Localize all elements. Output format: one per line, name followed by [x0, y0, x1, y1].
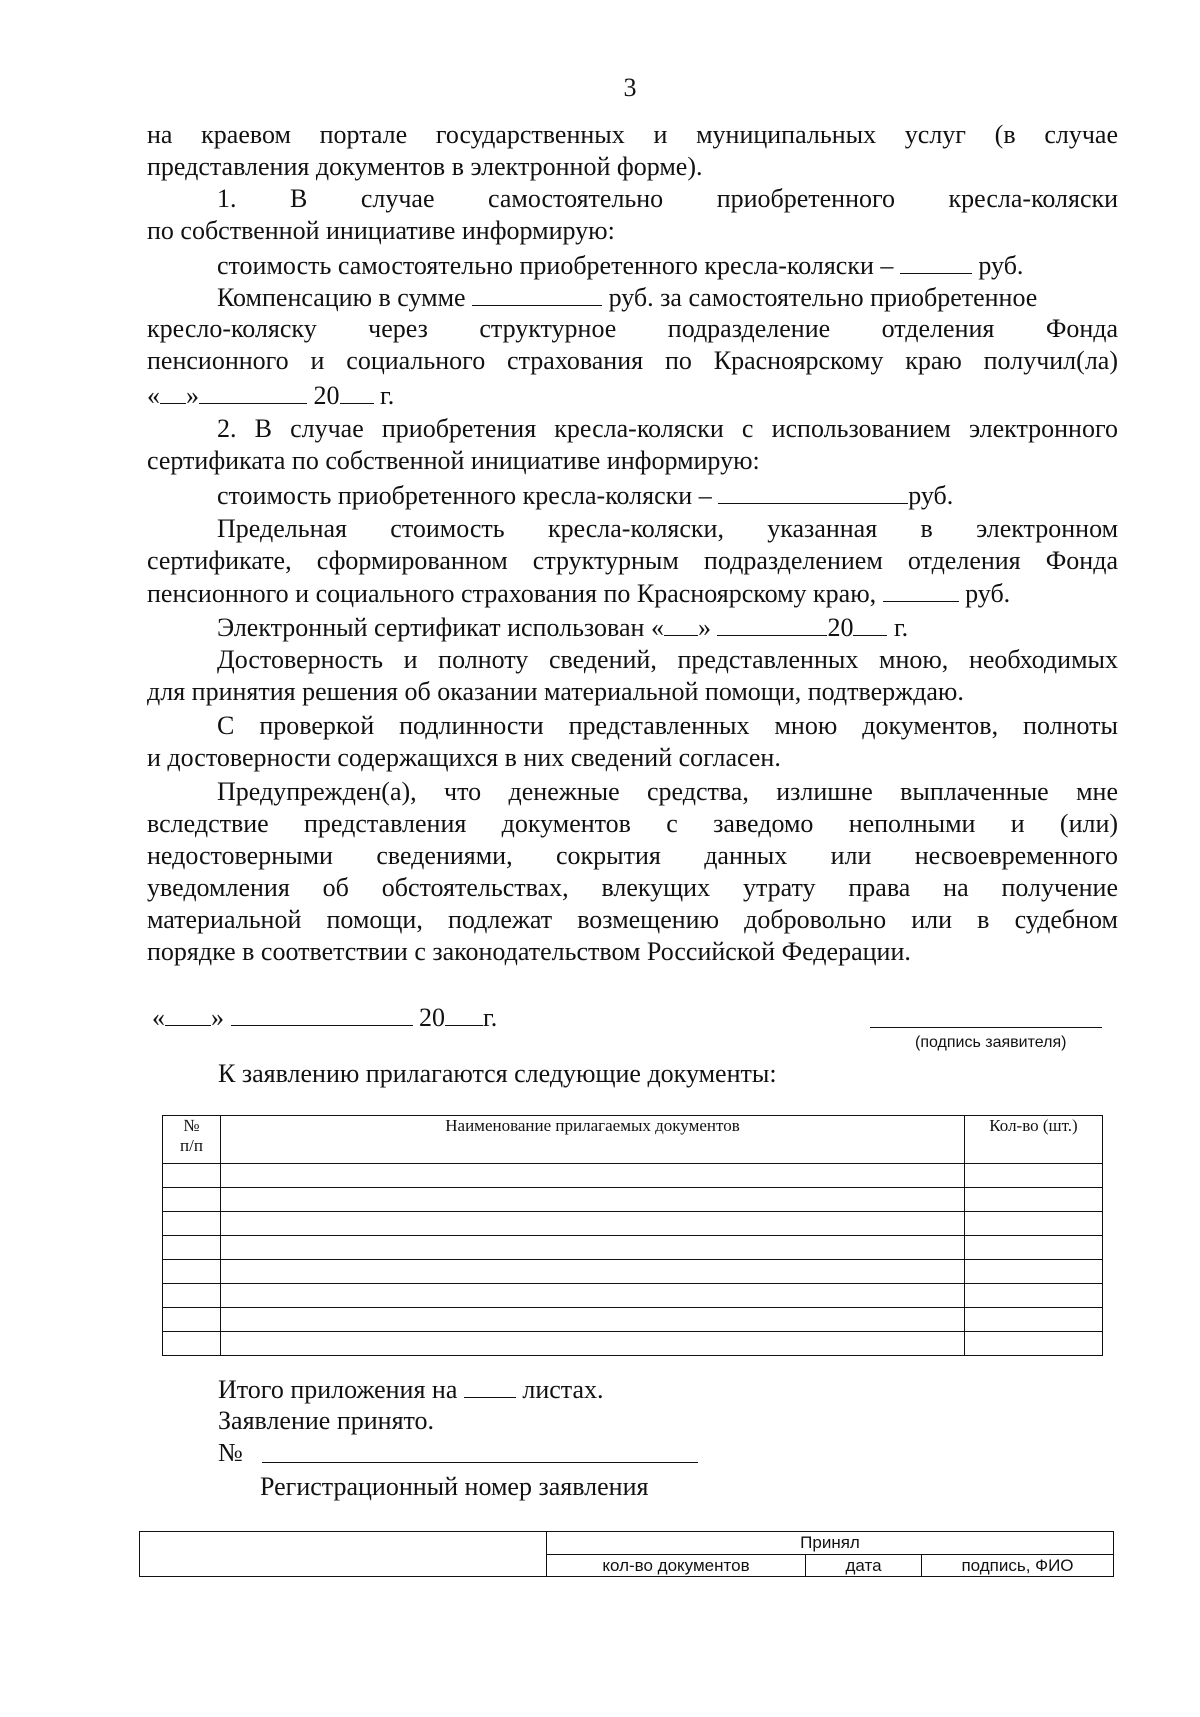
item1-comp-word: кресло-коляску — [147, 314, 317, 343]
cell-no[interactable] — [163, 1308, 221, 1332]
cell-name[interactable] — [221, 1260, 965, 1284]
item2-limit-unit: руб. — [965, 579, 1011, 608]
signature-date-line — [152, 1001, 497, 1034]
warning-word: сведениями, — [376, 841, 513, 870]
table-row — [163, 1212, 1103, 1236]
item2-limit-word: кресла-коляски, — [547, 514, 724, 543]
item1-comp-label: Компенсацию в сумме — [217, 283, 466, 312]
cell-name[interactable] — [221, 1164, 965, 1188]
item1-date-year-blank[interactable] — [340, 379, 374, 404]
warning-word: утрату — [742, 873, 816, 902]
item2-cert-day-blank[interactable] — [664, 611, 698, 636]
item1-comp-line-2 — [147, 313, 1118, 345]
item2-line-1: 2. В случае приобретения кресла-коляски с использованием электронного — [217, 414, 1118, 443]
item2-cert-year: 20 — [827, 613, 854, 642]
sign-date-month-blank[interactable] — [231, 1001, 413, 1026]
sign-date-year: 20 — [419, 1003, 445, 1032]
item1-cost-label: стоимость самостоятельно приобретенного кресла-коляски – — [217, 251, 894, 280]
reg-number-caption: Регистрационный номер заявления — [260, 1472, 649, 1501]
warning-word: получение — [1001, 873, 1118, 902]
item2-cert-year-blank[interactable] — [853, 611, 887, 636]
warning-word: неполными — [848, 809, 976, 838]
item2-limit-word: Предельная — [217, 514, 347, 543]
consent-line-1: С проверкой подлинности представленных мною документов, полноты — [217, 711, 1118, 740]
total-sheets-blank[interactable] — [464, 1373, 516, 1398]
warning-word: с — [666, 809, 678, 838]
item2-limit-blank[interactable] — [883, 577, 959, 602]
item1-comp-word: структурное — [479, 314, 617, 343]
consent-line-2: и достоверности содержащихся в них сведений согласен. — [147, 743, 781, 772]
cell-qty[interactable] — [965, 1284, 1103, 1308]
item1-comp-word: Фонда — [1045, 314, 1119, 343]
cell-qty[interactable] — [965, 1188, 1103, 1212]
total-suffix: листах. — [522, 1375, 604, 1404]
item1-date-g: г. — [380, 381, 395, 410]
item1-comp-line — [217, 281, 1037, 314]
item1-word: кресла-коляски — [948, 184, 1119, 213]
item1-comp-word: подразделение — [667, 314, 831, 343]
warning-line-4 — [147, 872, 1118, 904]
table-row — [163, 1260, 1103, 1284]
item1-word: 1. — [217, 184, 237, 213]
cell-name[interactable] — [221, 1188, 965, 1212]
item1-comp-blank[interactable] — [472, 281, 602, 306]
table-row — [163, 1164, 1103, 1188]
warning-word: влекущих — [601, 873, 711, 902]
total-attachments-line — [218, 1373, 604, 1406]
warning-word: уведомления — [147, 873, 290, 902]
item1-cost-line — [217, 249, 1023, 282]
item1-comp-suffix: руб. за самостоятельно приобретенное — [608, 283, 1038, 312]
item2-limit-line-3-label: пенсионного и социального страхования по Красноярскому краю, — [147, 579, 877, 608]
cell-qty[interactable] — [965, 1260, 1103, 1284]
col-header-qty: Кол-во (шт.) — [965, 1116, 1103, 1164]
intro-line-1: на краевом портале государственных и муниципальных услуг (в случае — [147, 120, 1118, 149]
warning-word: права — [848, 873, 911, 902]
cell-name[interactable] — [221, 1308, 965, 1332]
cell-name[interactable] — [221, 1284, 965, 1308]
signature-line[interactable] — [870, 1027, 1102, 1028]
item1-date-year: 20 — [313, 381, 340, 410]
table-row — [163, 1284, 1103, 1308]
warning-word: об — [322, 873, 349, 902]
cell-qty[interactable] — [965, 1164, 1103, 1188]
item2-cert-line — [217, 611, 908, 644]
receipt-col-sign: подпись, ФИО — [922, 1555, 1114, 1577]
item1-cost-unit: руб. — [978, 251, 1024, 280]
item2-cost-unit: руб. — [908, 481, 954, 510]
sign-date-close: » — [211, 1003, 224, 1032]
confirm-line-2: для принятия решения об оказании материальной помощи, подтверждаю. — [147, 677, 964, 706]
cell-qty[interactable] — [965, 1332, 1103, 1356]
item1-word: самостоятельно — [488, 184, 664, 213]
warning-line-3 — [147, 840, 1118, 872]
warning-word: данных — [704, 841, 788, 870]
item2-limit-line-2: сертификате, сформированном структурным подразделением отделения Фонда — [147, 546, 1118, 575]
cell-name[interactable] — [221, 1236, 965, 1260]
table-row — [163, 1236, 1103, 1260]
cell-name[interactable] — [221, 1332, 965, 1356]
cell-qty[interactable] — [965, 1236, 1103, 1260]
table-row — [163, 1308, 1103, 1332]
reg-number-line[interactable] — [262, 1462, 698, 1463]
number-sign: № — [218, 1438, 243, 1467]
item1-word: В — [290, 184, 308, 213]
warning-word: или — [830, 841, 872, 870]
item1-comp-word: через — [368, 314, 428, 343]
item2-cost-label: стоимость приобретенного кресла-коляски – — [217, 481, 712, 510]
item1-date-open: « — [147, 381, 160, 410]
signature-caption: (подпись заявителя) — [915, 1034, 1067, 1051]
item1-comp-line-3: пенсионного и социального страхования по Красноярскому краю получил(ла) — [147, 346, 1118, 375]
receipt-col-docs: кол-во документов — [547, 1555, 806, 1577]
warning-line-1: Предупрежден(а), что денежные средства, излишне выплаченные мне — [217, 777, 1118, 806]
warning-word: на — [943, 873, 969, 902]
page-number: 3 — [623, 73, 637, 102]
cell-no[interactable] — [163, 1332, 221, 1356]
col-header-no — [163, 1116, 221, 1164]
attachments-table — [162, 1115, 1103, 1356]
receipt-col-date: дата — [806, 1555, 922, 1577]
item2-cert-close: » — [697, 613, 711, 642]
sign-date-day-blank[interactable] — [165, 1001, 211, 1026]
receipt-blank-cell[interactable] — [140, 1532, 547, 1577]
warning-line-5: материальной помощи, подлежат возмещению добровольно или в судебном — [147, 905, 1118, 934]
cell-no[interactable] — [163, 1260, 221, 1284]
sign-date-g: г. — [483, 1003, 498, 1032]
item1-word: случае — [360, 184, 435, 213]
item1-word: приобретенного — [716, 184, 896, 213]
warning-word: заведомо — [713, 809, 814, 838]
cell-no[interactable] — [163, 1188, 221, 1212]
warning-line-6: порядке в соответствии с законодательством Российской Федерации. — [147, 937, 911, 966]
warning-word: сокрытия — [555, 841, 661, 870]
item2-limit-word: электронном — [976, 514, 1119, 543]
warning-word: недостоверными — [147, 841, 333, 870]
item1-date-day-blank[interactable] — [160, 379, 186, 404]
intro-line-2: представления документов в электронной форме). — [147, 152, 703, 181]
item1-date-close: » — [186, 381, 199, 410]
item1-line-2: по собственной инициативе информирую: — [147, 216, 615, 245]
item2-cert-month-blank[interactable] — [717, 611, 827, 636]
cell-no[interactable] — [163, 1212, 221, 1236]
col-header-name: Наименование прилагаемых документов — [221, 1116, 965, 1164]
item1-date-month-blank[interactable] — [199, 379, 307, 404]
item2-line-2: сертификата по собственной инициативе информирую: — [147, 446, 760, 475]
cell-qty[interactable] — [965, 1308, 1103, 1332]
item2-cost-line — [217, 479, 953, 512]
item2-limit-word: стоимость — [390, 514, 505, 543]
warning-word: вследствие — [147, 809, 269, 838]
warning-line-2 — [147, 808, 1118, 840]
item2-limit-line-1 — [217, 513, 1118, 545]
item1-comp-word: отделения — [881, 314, 995, 343]
item2-limit-word: указанная — [767, 514, 878, 543]
table-row — [163, 1332, 1103, 1356]
sign-date-open: « — [152, 1003, 165, 1032]
item2-cert-g: г. — [893, 613, 909, 642]
attachments-heading: К заявлению прилагаются следующие документы: — [218, 1059, 777, 1088]
cell-no[interactable] — [163, 1284, 221, 1308]
confirm-line-1: Достоверность и полноту сведений, представленных мною, необходимых — [217, 645, 1118, 674]
total-label: Итого приложения на — [218, 1375, 458, 1404]
item2-cert-label: Электронный сертификат использован « — [217, 613, 664, 642]
warning-word: обстоятельствах, — [381, 873, 569, 902]
warning-word: (или) — [1059, 809, 1119, 838]
warning-word: документов — [501, 809, 631, 838]
item1-cost-blank[interactable] — [900, 249, 972, 274]
table-row — [163, 1188, 1103, 1212]
sign-date-year-blank[interactable] — [445, 1001, 483, 1026]
item2-limit-line-3 — [147, 577, 1010, 610]
cell-name[interactable] — [221, 1212, 965, 1236]
warning-word: и — [1010, 809, 1025, 838]
receipt-table — [139, 1531, 1114, 1577]
cell-no[interactable] — [163, 1164, 221, 1188]
application-accepted: Заявление принято. — [218, 1406, 435, 1435]
warning-word: несвоевременного — [914, 841, 1119, 870]
receipt-accepted-by: Принял — [547, 1532, 1114, 1555]
warning-word: представления — [303, 809, 467, 838]
col-header-no-line2: п/п — [180, 1136, 203, 1155]
cell-qty[interactable] — [965, 1212, 1103, 1236]
item1-date-line — [147, 379, 394, 412]
item2-cost-blank[interactable] — [718, 479, 908, 504]
item2-limit-word: в — [920, 514, 933, 543]
cell-no[interactable] — [163, 1236, 221, 1260]
item1-line-1 — [217, 183, 1118, 215]
col-header-no-line1: № — [183, 1116, 200, 1135]
